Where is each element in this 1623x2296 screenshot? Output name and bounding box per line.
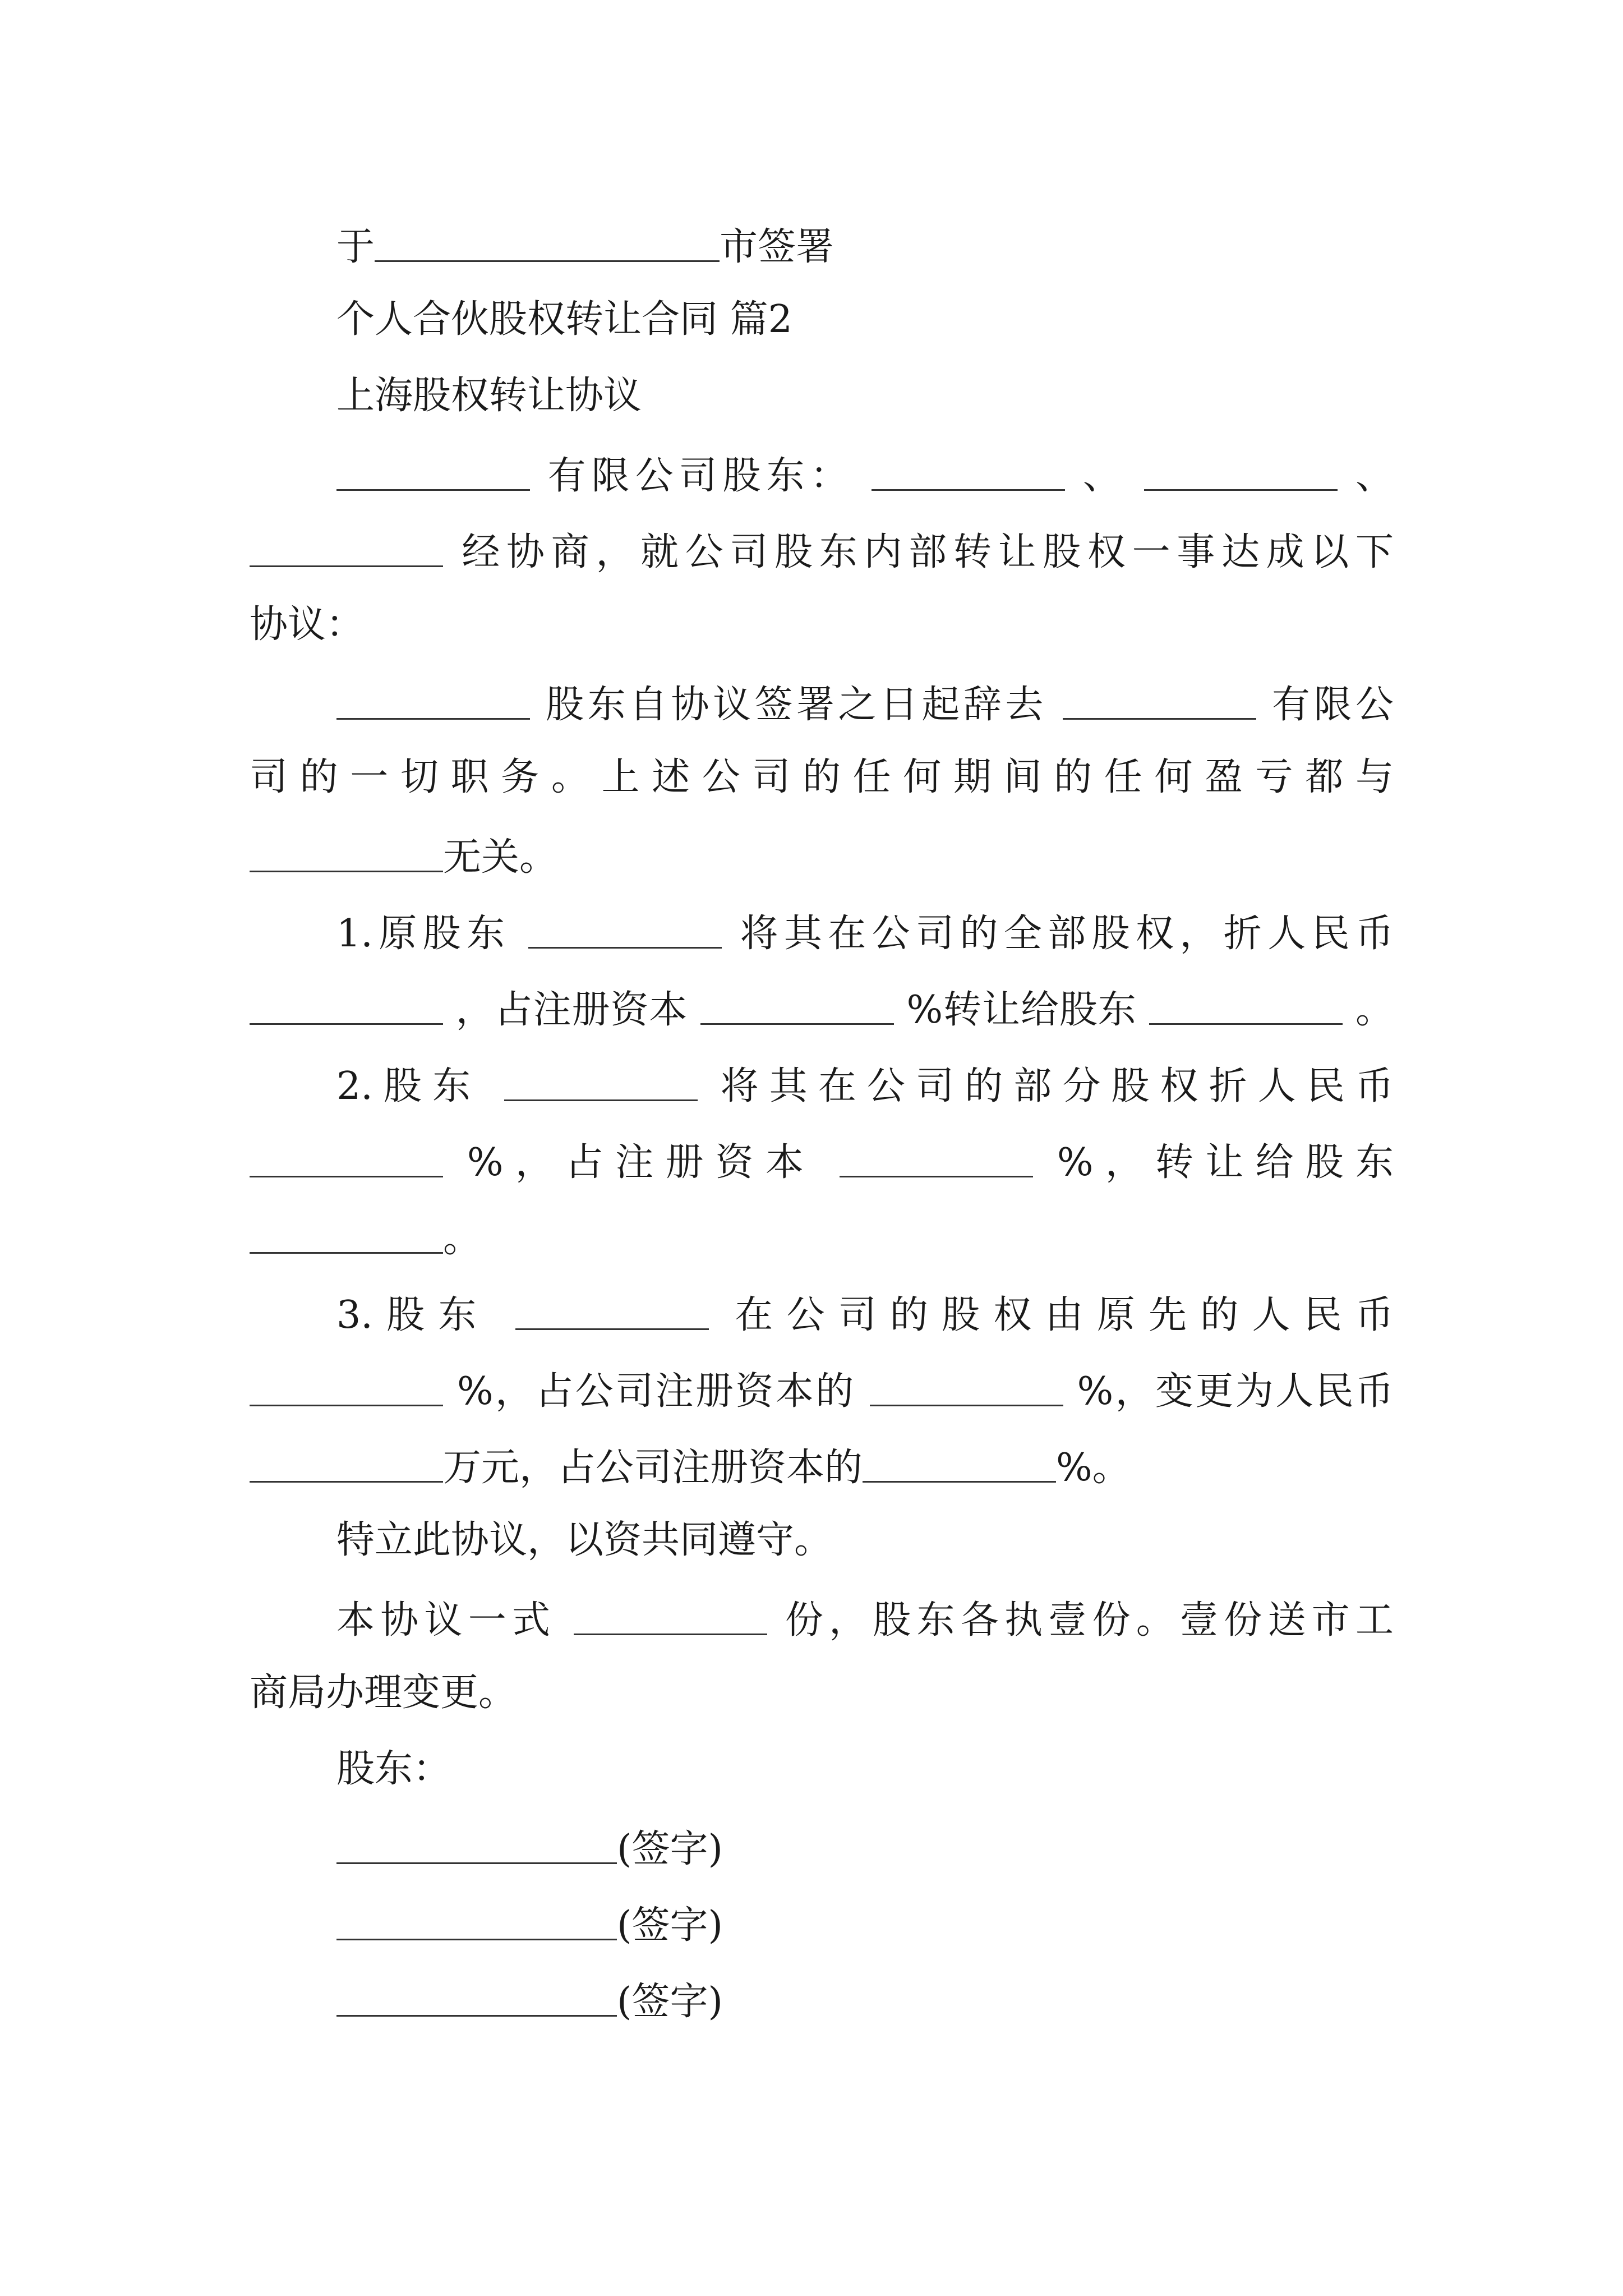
blank-field[interactable] — [504, 1064, 698, 1101]
blank-field[interactable] — [250, 1369, 443, 1406]
text-segment: 万元，占公司注册资本的 — [443, 1446, 863, 1490]
blank-field[interactable] — [336, 453, 530, 491]
blank-field[interactable] — [250, 530, 443, 567]
text-segment: 3.股东 — [336, 1293, 490, 1337]
clause-1-line — [250, 987, 1394, 1032]
paragraph-line — [336, 682, 1394, 727]
blank-field[interactable] — [872, 453, 1065, 491]
text-segment: %转让给股东 — [906, 988, 1137, 1032]
clause-3-line — [336, 1292, 1394, 1335]
text-segment: 有限公 — [1272, 683, 1394, 727]
text-segment: 1.原股东 — [336, 912, 511, 956]
blank-field[interactable] — [1144, 453, 1338, 491]
text-segment: 本协议一式 — [336, 1598, 556, 1642]
blank-field[interactable] — [250, 835, 443, 872]
blank-field[interactable] — [863, 1445, 1056, 1483]
paragraph-line — [250, 835, 1394, 880]
blank-field[interactable] — [1063, 682, 1256, 720]
paragraph-line — [250, 530, 1394, 572]
text-segment: %，占公司注册资本的 — [457, 1369, 856, 1414]
shareholders-label: 股东： — [336, 1747, 451, 1791]
text-segment: 股东自协议签署之日起辞去 — [546, 683, 1047, 727]
blank-field[interactable] — [528, 911, 722, 949]
signature-blank[interactable] — [336, 1826, 617, 1864]
text-segment: 将其在公司的部分股权折人民币 — [720, 1064, 1394, 1108]
signature-blank[interactable] — [336, 1903, 617, 1940]
text-segment: 市签署 — [720, 225, 834, 269]
blank-field[interactable] — [700, 987, 894, 1025]
text-segment: 有限公司股东： — [547, 454, 854, 498]
text-segment: %，转让给股东 — [1057, 1140, 1394, 1185]
blank-field[interactable] — [574, 1598, 767, 1635]
text-segment: 在公司的股权由原先的人民币 — [735, 1293, 1394, 1337]
blank-field[interactable] — [840, 1140, 1033, 1177]
blank-field[interactable] — [375, 224, 720, 262]
text-segment: 。 — [443, 1217, 482, 1261]
signature-line — [336, 1903, 1394, 1948]
paragraph-line: 司的一切职务。上述公司的任何期间的任何盈亏都与 — [250, 755, 1394, 799]
blank-field[interactable] — [250, 1445, 443, 1483]
text-segment: ，占注册资本 — [455, 988, 688, 1032]
blank-field[interactable] — [336, 682, 530, 720]
sign-label: (签字) — [617, 1827, 723, 1871]
text-segment: %，变更为人民币 — [1077, 1369, 1394, 1414]
paragraph-line — [336, 453, 1394, 498]
text-segment: 。 — [1355, 988, 1394, 1032]
signature-line — [336, 1979, 1394, 2024]
text-segment: 2.股东 — [336, 1064, 482, 1108]
text-segment: %，占注册资本 — [467, 1140, 816, 1185]
clause-2-line — [336, 1064, 1394, 1106]
text-segment: %。 — [1056, 1446, 1131, 1490]
blank-field[interactable] — [250, 987, 443, 1025]
text-segment: 、 — [1082, 454, 1127, 498]
paragraph-line: 商局办理变更。 — [250, 1671, 517, 1715]
text-segment: 无关。 — [443, 835, 558, 880]
blank-field[interactable] — [250, 1140, 443, 1177]
signing-place-line — [336, 224, 1394, 269]
text-segment: 将其在公司的全部股权，折人民币 — [740, 912, 1394, 956]
signature-blank[interactable] — [336, 1979, 617, 2017]
text-segment: 经协商，就公司股东内部转让股权一事达成以下 — [462, 530, 1394, 574]
section-heading: 个人合伙股权转让合同 篇2 — [336, 297, 792, 342]
text-segment: 于 — [336, 225, 375, 269]
blank-field[interactable] — [870, 1369, 1063, 1406]
clause-2-line — [250, 1140, 1394, 1185]
clause-2-line — [250, 1216, 1394, 1261]
blank-field[interactable] — [1149, 987, 1343, 1025]
clause-3-line — [250, 1445, 1394, 1490]
clause-1-line — [336, 911, 1394, 956]
clause-3-line — [250, 1369, 1394, 1414]
signature-line — [336, 1826, 1394, 1869]
blank-field[interactable] — [515, 1292, 709, 1330]
paragraph-line — [336, 1598, 1394, 1640]
text-segment: 、 — [1355, 454, 1394, 498]
blank-field[interactable] — [250, 1216, 443, 1254]
text-segment: 份，股东各执壹份。壹份送市工 — [785, 1598, 1394, 1642]
paragraph-line: 特立此协议，以资共同遵守。 — [336, 1518, 833, 1562]
sign-label: (签字) — [617, 1980, 723, 2024]
sign-label: (签字) — [617, 1903, 723, 1948]
document-title: 上海股权转让协议 — [336, 374, 642, 418]
paragraph-line: 协议： — [250, 602, 365, 647]
